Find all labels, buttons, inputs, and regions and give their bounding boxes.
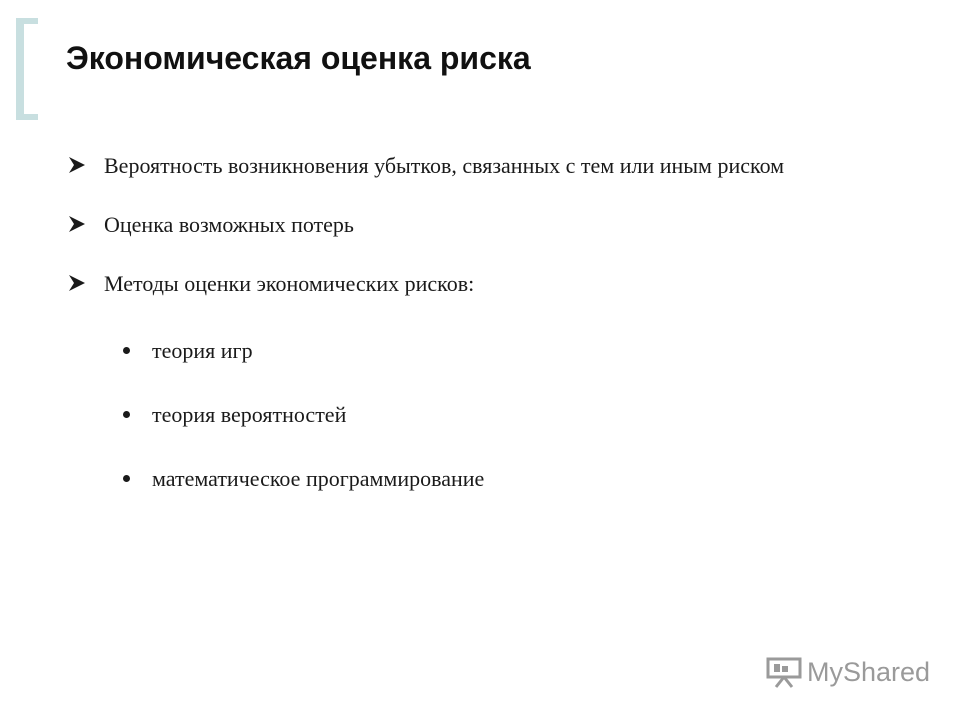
sub-list-item-text: математическое программирование — [152, 466, 485, 491]
arrow-bullet-icon — [68, 215, 86, 233]
presentation-board-icon — [766, 656, 802, 688]
sub-list-item-text: теория игр — [152, 338, 253, 363]
bullet-dot-icon — [123, 411, 130, 418]
sub-list-item-text: теория вероятностей — [152, 402, 347, 427]
list-item — [68, 150, 910, 181]
list-item — [68, 209, 910, 240]
slide-title: Экономическая оценка риска — [66, 40, 531, 76]
list-item-text: Вероятность возникновения убытков, связанных с тем или иным риском — [104, 153, 785, 178]
myshared-logo — [766, 656, 930, 688]
slide-content — [68, 150, 910, 527]
sub-list-item — [68, 335, 910, 366]
sub-list-item — [68, 463, 910, 494]
list-item-text: Методы оценки экономических рисков: — [104, 271, 475, 296]
title-bracket-decoration — [16, 18, 38, 120]
logo-text: MyShared — [807, 656, 931, 687]
arrow-bullet-icon — [68, 156, 86, 174]
list-item-text: Оценка возможных потерь — [104, 212, 354, 237]
list-item — [68, 268, 910, 299]
bullet-dot-icon — [123, 347, 130, 354]
sub-list-item — [68, 399, 910, 430]
arrow-bullet-icon — [68, 274, 86, 292]
bullet-dot-icon — [123, 475, 130, 482]
